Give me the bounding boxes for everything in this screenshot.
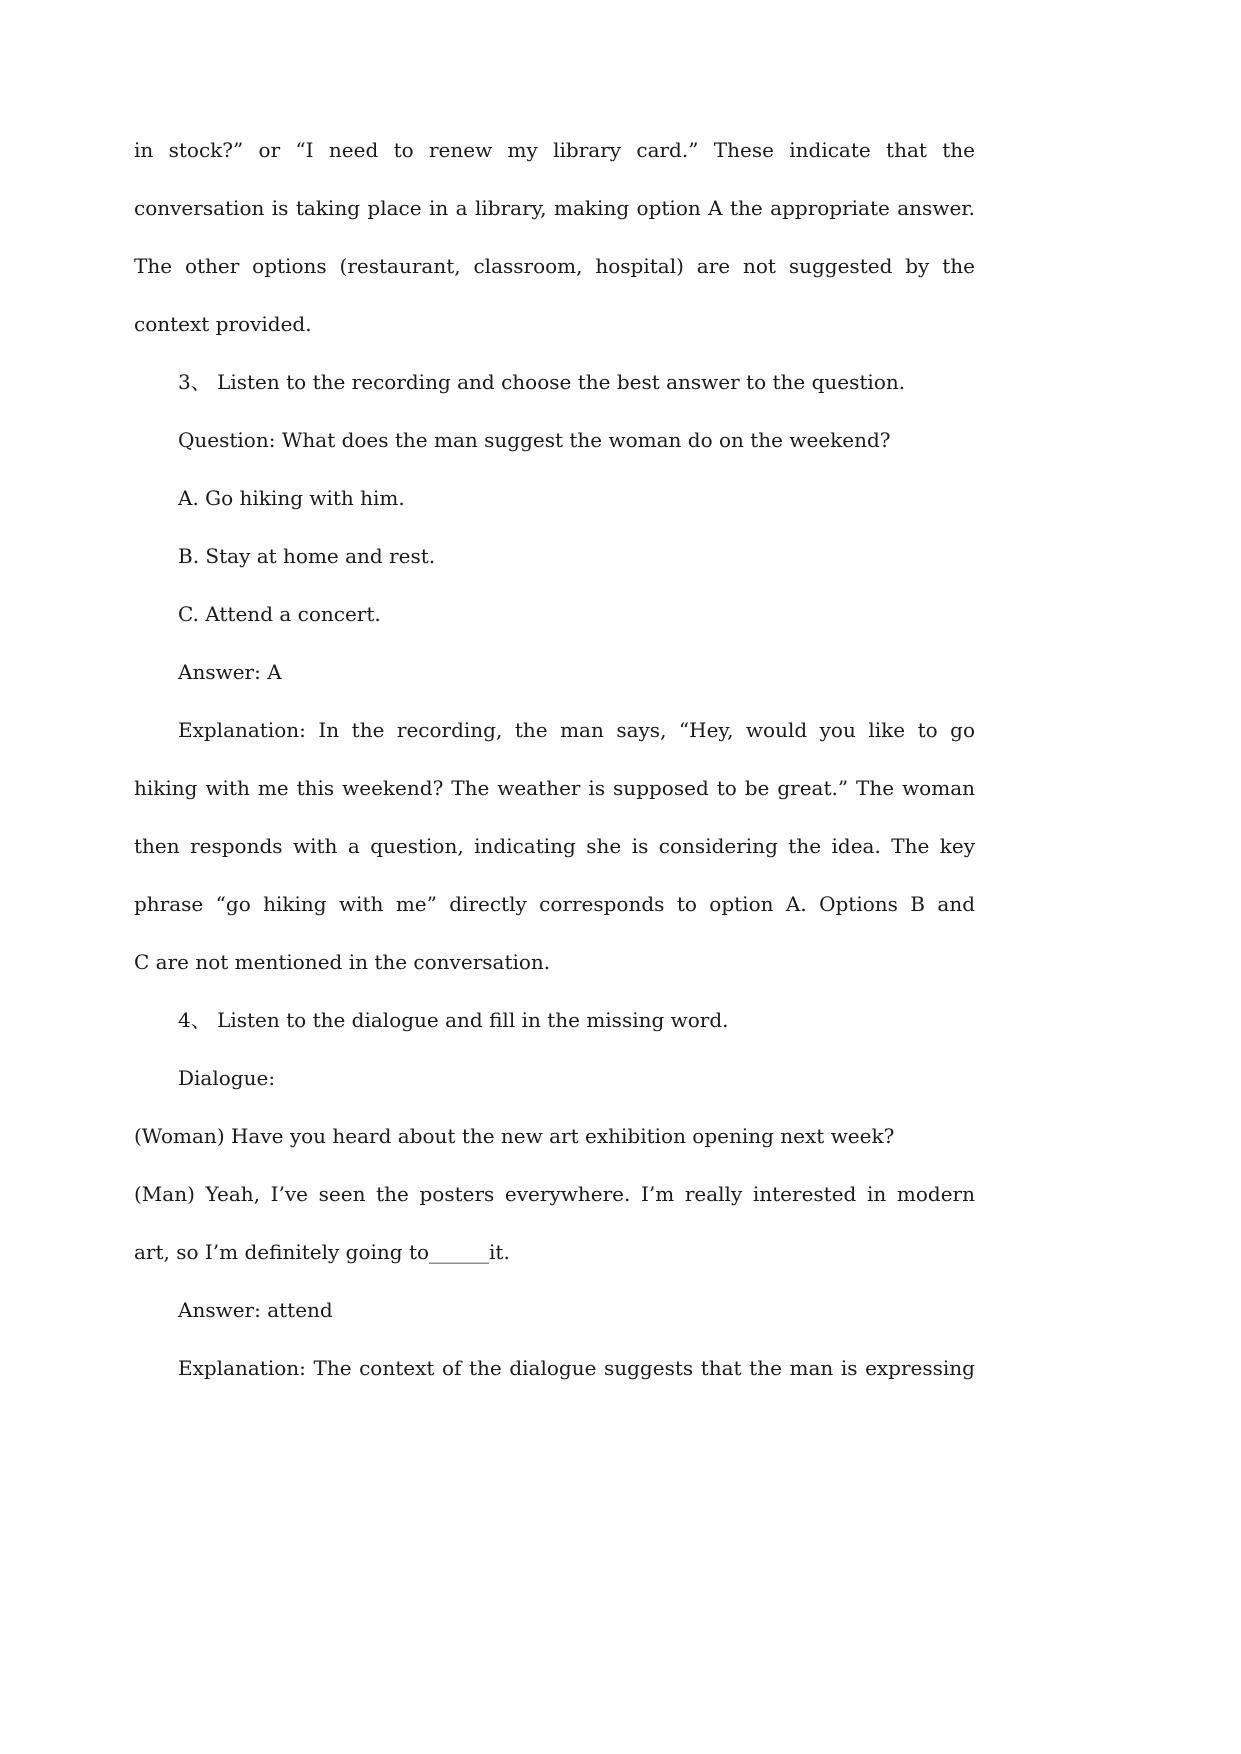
explanation-line: Explanation: The context of the dialogue suggests that the man is expressing <box>178 1356 975 1380</box>
dialogue-label: Dialogue: <box>178 1066 276 1090</box>
explanation-line: C are not mentioned in the conversation. <box>134 950 551 974</box>
option-c: C. Attend a concert. <box>178 602 381 626</box>
question-heading: 3、 Listen to the recording and choose the best answer to the question. <box>178 370 906 394</box>
option-a: A. Go hiking with him. <box>178 486 405 510</box>
answer-line: Answer: A <box>178 660 282 684</box>
explanation-line: then responds with a question, indicating she is considering the idea. The key <box>134 834 975 858</box>
paragraph-line: context provided. <box>134 312 312 336</box>
dialogue-line-woman: (Woman) Have you heard about the new art exhibition opening next week? <box>134 1124 895 1148</box>
explanation-line: Explanation: In the recording, the man says, “Hey, would you like to go <box>178 718 975 742</box>
explanation-line: phrase “go hiking with me” directly corresponds to option A. Options B and <box>134 892 975 916</box>
dialogue-line-man: (Man) Yeah, I’ve seen the posters everywhere. I’m really interested in modern <box>134 1182 975 1206</box>
document-body <box>134 128 975 1404</box>
answer-line: Answer: attend <box>178 1298 333 1322</box>
option-b: B. Stay at home and rest. <box>178 544 436 568</box>
paragraph-line: The other options (restaurant, classroom, hospital) are not suggested by the <box>134 254 975 278</box>
question-heading: 4、 Listen to the dialogue and fill in the missing word. <box>178 1008 729 1032</box>
question-text: Question: What does the man suggest the woman do on the weekend? <box>178 428 891 452</box>
paragraph-line: in stock?” or “I need to renew my library card.” These indicate that the <box>134 138 975 162</box>
paragraph-line: conversation is taking place in a library, making option A the appropriate answer. <box>134 196 975 220</box>
dialogue-line-man: art, so I’m definitely going to______it. <box>134 1240 510 1264</box>
explanation-line: hiking with me this weekend? The weather is supposed to be great.” The woman <box>134 776 975 800</box>
